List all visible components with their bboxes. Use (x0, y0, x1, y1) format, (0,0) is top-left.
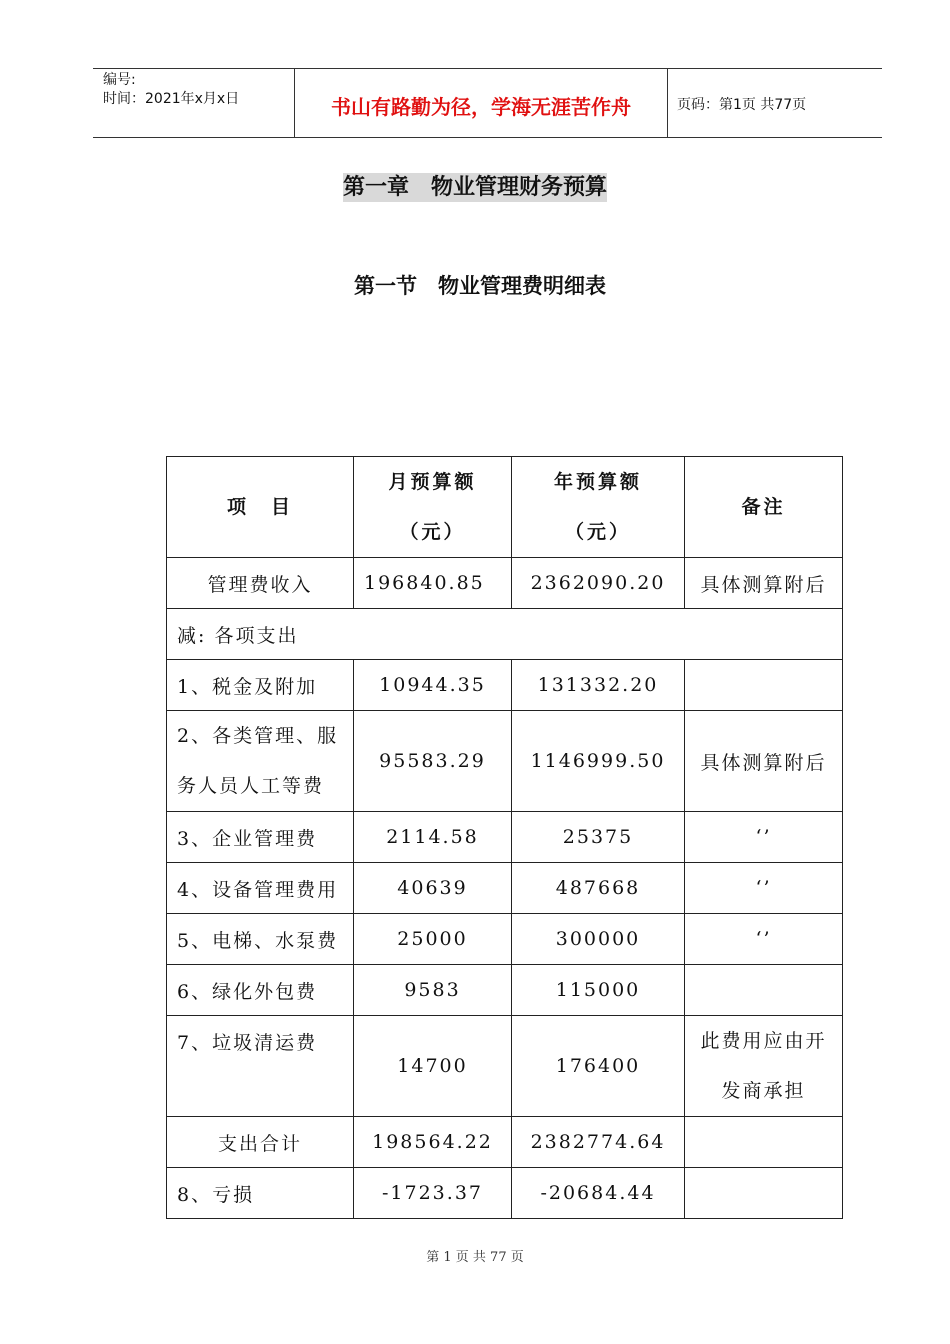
table-row (167, 1117, 843, 1168)
page-footer: 第 1 页 共 77 页 (426, 1250, 524, 1265)
cell-item: 5、电梯、水泵费 (167, 914, 354, 965)
cell-monthly: 198564.22 (354, 1117, 512, 1168)
cell-monthly: 95583.29 (354, 711, 512, 812)
cell-monthly: 40639 (354, 863, 512, 914)
page-header (93, 68, 882, 138)
cell-yearly: 25375 (512, 812, 685, 863)
header-motto: 书山有路勤为径，学海无涯苦作舟 (331, 95, 631, 119)
cell-item-line2: 务人员人工等费 (177, 775, 325, 797)
cell-note: 具体测算附后 (685, 558, 843, 609)
number-label: 编号: (103, 72, 136, 88)
cell-note: ‘’ (685, 914, 843, 965)
header-monthly (354, 457, 512, 558)
chapter-title-text: 第一章 物业管理财务预算 (342, 175, 607, 200)
cell-item-line1: 2、各类管理、服 (177, 725, 339, 747)
cell-note: ‘’ (685, 812, 843, 863)
cell-yearly: 115000 (512, 965, 685, 1016)
cell-note: ‘’ (685, 863, 843, 914)
table-row (167, 660, 843, 711)
cell-item (167, 711, 354, 812)
cell-note (685, 660, 843, 711)
cell-note: 具体测算附后 (685, 711, 843, 812)
cell-monthly: 2114.58 (354, 812, 512, 863)
cell-monthly: 9583 (354, 965, 512, 1016)
cell-yearly: 176400 (512, 1016, 685, 1117)
table-row (167, 965, 843, 1016)
header-yearly-line2: （元） (564, 521, 631, 543)
cell-item: 7、垃圾清运费 (167, 1016, 354, 1117)
header-monthly-line2: （元） (399, 521, 466, 543)
header-note: 备注 (685, 457, 843, 558)
cell-yearly: 1146999.50 (512, 711, 685, 812)
cell-yearly: 487668 (512, 863, 685, 914)
cell-yearly: 131332.20 (512, 660, 685, 711)
header-page-info: 页码：第1页 共77页 (677, 97, 807, 113)
cell-item: 6、绿化外包费 (167, 965, 354, 1016)
header-yearly-line1: 年预算额 (553, 471, 642, 493)
section-title: 第一节 物业管理费明细表 (354, 274, 606, 298)
header-item: 项 目 (167, 457, 354, 558)
cell-monthly: 10944.35 (354, 660, 512, 711)
cell-item: 1、税金及附加 (167, 660, 354, 711)
table-row (167, 812, 843, 863)
cell-yearly: 2362090.20 (512, 558, 685, 609)
cell-item: 支出合计 (167, 1117, 354, 1168)
cell-monthly: -1723.37 (354, 1168, 512, 1219)
cell-item: 3、企业管理费 (167, 812, 354, 863)
chapter-title (0, 170, 950, 201)
table-row (167, 1016, 843, 1117)
cell-item: 管理费收入 (167, 558, 354, 609)
cell-monthly: 25000 (354, 914, 512, 965)
cell-item: 4、设备管理费用 (167, 863, 354, 914)
table-row (167, 711, 843, 812)
budget-table (166, 456, 843, 1219)
table-row (167, 863, 843, 914)
cell-note (685, 1117, 843, 1168)
header-monthly-line1: 月预算额 (388, 471, 477, 493)
cell-note (685, 1016, 843, 1117)
cell-note-line1: 此费用应由开 (700, 1030, 827, 1052)
cell-monthly: 196840.85 (354, 558, 512, 609)
cell-note-line2: 发商承担 (721, 1080, 806, 1102)
cell-deduct-label: 减: 各项支出 (167, 609, 843, 660)
cell-yearly: 300000 (512, 914, 685, 965)
table-row (167, 558, 843, 609)
cell-note (685, 965, 843, 1016)
cell-item: 8、亏损 (167, 1168, 354, 1219)
cell-note (685, 1168, 843, 1219)
time-label: 时间：2021年x月x日 (103, 91, 240, 107)
table-row (167, 1168, 843, 1219)
header-divider (667, 69, 668, 137)
cell-yearly: -20684.44 (512, 1168, 685, 1219)
table-row (167, 609, 843, 660)
cell-monthly: 14700 (354, 1016, 512, 1117)
header-meta (103, 71, 239, 109)
header-yearly (512, 457, 685, 558)
table-header-row (167, 457, 843, 558)
table-row (167, 914, 843, 965)
cell-yearly: 2382774.64 (512, 1117, 685, 1168)
